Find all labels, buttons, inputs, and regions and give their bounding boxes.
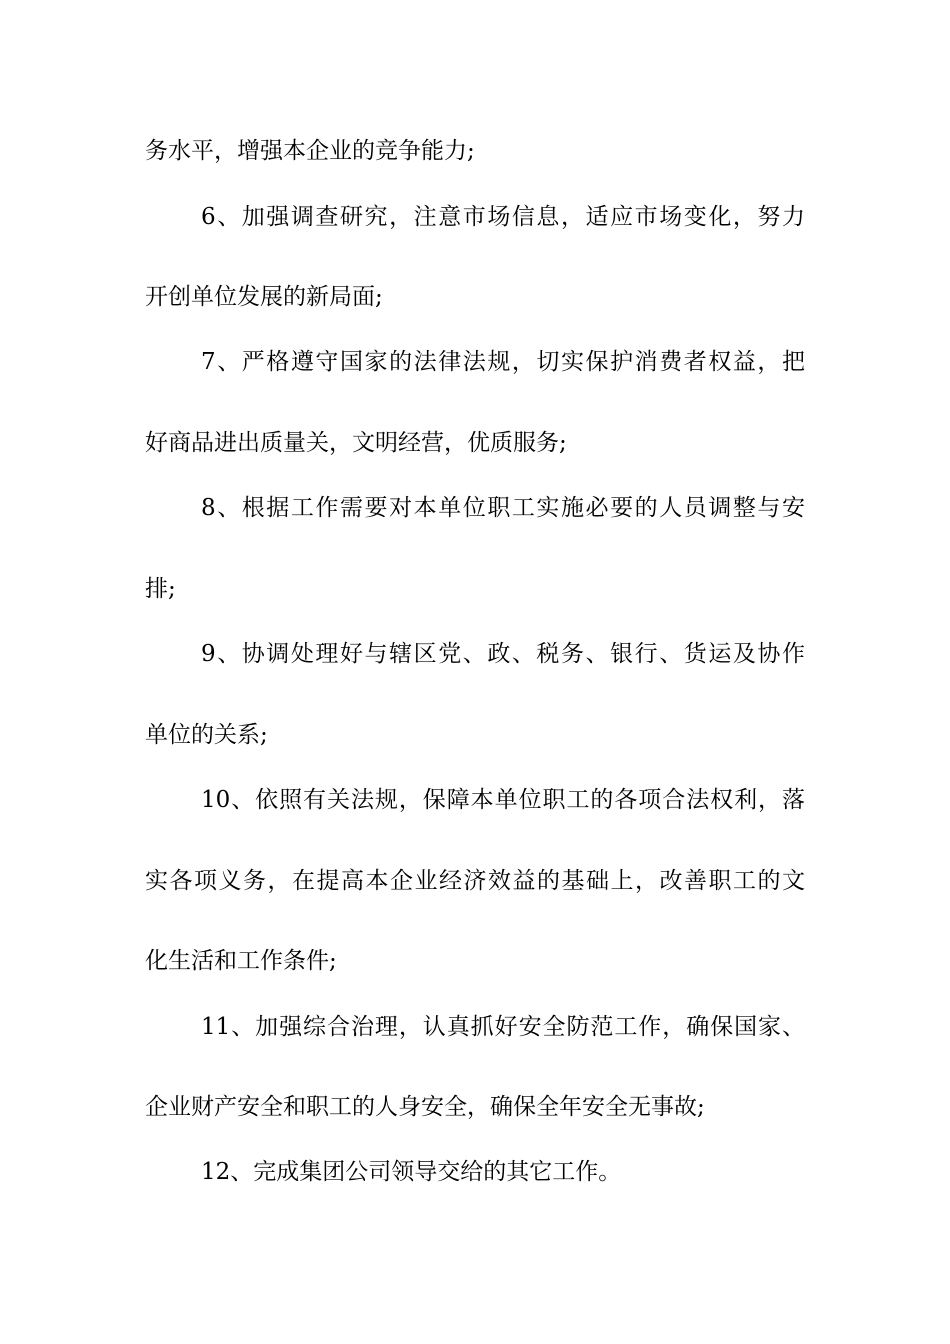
list-item-9-line-1: 9、协调处理好与辖区党、政、税务、银行、货运及协作	[201, 641, 805, 667]
list-item-8-line-1: 8、根据工作需要对本单位职工实施必要的人员调整与安	[201, 495, 805, 521]
list-item-9-line-2: 单位的关系;	[145, 722, 268, 748]
list-item-12-line-1: 12、完成集团公司领导交给的其它工作。	[201, 1159, 622, 1185]
list-item-7-line-1: 7、严格遵守国家的法律法规，切实保护消费者权益，把	[201, 349, 805, 375]
text-line: 务水平，增强本企业的竞争能力;	[145, 138, 475, 164]
list-item-10-line-2: 实各项义务，在提高本企业经济效益的基础上，改善职工的文	[145, 868, 805, 894]
list-item-8-line-2: 排;	[145, 576, 176, 602]
list-item-11-line-1: 11、加强综合治理，认真抓好安全防范工作，确保国家、	[201, 1014, 805, 1040]
list-item-11-line-2: 企业财产安全和职工的人身安全，确保全年安全无事故;	[145, 1094, 705, 1120]
list-item-7-line-2: 好商品进出质量关，文明经营，优质服务;	[145, 430, 567, 456]
list-item-6-line-2: 开创单位发展的新局面;	[145, 284, 383, 310]
list-item-6-line-1: 6、加强调查研究，注意市场信息，适应市场变化，努力	[201, 204, 805, 230]
list-item-10-line-1: 10、依照有关法规，保障本单位职工的各项合法权利，落	[201, 787, 805, 813]
list-item-10-line-3: 化生活和工作条件;	[145, 948, 337, 974]
